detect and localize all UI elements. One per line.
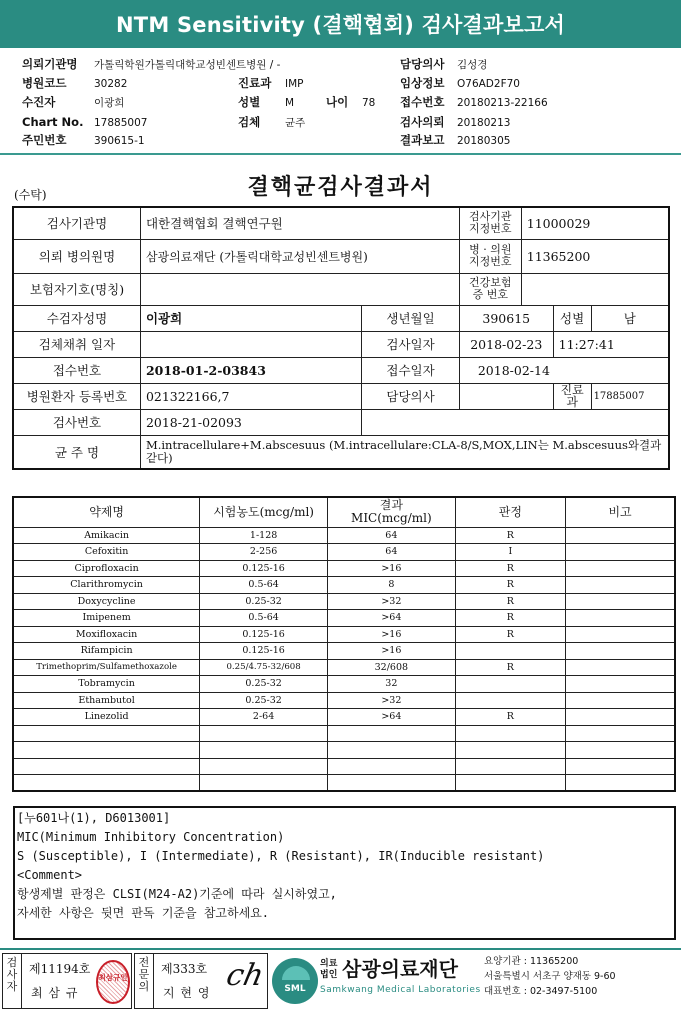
test-org-no-value: 11000029 — [521, 207, 669, 239]
test-org-no-label: 검사기관 지정번호 — [459, 207, 521, 239]
accept-date-label: 접수일자 — [362, 357, 460, 383]
row-accession — [13, 357, 669, 383]
table-row — [13, 775, 675, 792]
mic-cell: >64 — [328, 610, 456, 627]
info-divider — [0, 153, 681, 155]
health-ins-value — [521, 273, 669, 305]
table-row — [13, 626, 675, 643]
interp-cell: I — [455, 544, 565, 561]
drug-cell — [13, 742, 200, 759]
interp-cell: R — [455, 577, 565, 594]
remark-cell — [566, 544, 675, 561]
remark-cell — [566, 742, 675, 759]
gender-label: 성별 — [553, 305, 591, 331]
patient-value: 이광희 — [94, 97, 125, 109]
test-date-label: 검사일자 — [362, 331, 460, 357]
table-row — [13, 709, 675, 726]
dob-label: 생년월일 — [362, 305, 460, 331]
interp-cell — [455, 676, 565, 693]
corp-small-1: 의료 — [320, 959, 338, 969]
tester-seal-text: 최삼규인 — [98, 973, 128, 982]
interp-cell: R — [455, 593, 565, 610]
comment-line: MIC(Minimum Inhibitory Concentration) — [17, 830, 285, 844]
range-cell: 0.125-16 — [200, 626, 328, 643]
range-cell: 2-64 — [200, 709, 328, 726]
company-logo-icon — [272, 958, 318, 1004]
mic-cell: >32 — [328, 593, 456, 610]
table-row — [13, 560, 675, 577]
clinical-info-label: 임상정보 — [400, 76, 445, 90]
corp-name-en: Samkwang Medical Laboratories — [320, 985, 481, 995]
organism-value: M.intracellulare+M.abscesuus (M.intracellulare:CLA-8/S,MOX,LIN는 M.abscesuus와결과같다) — [140, 435, 669, 469]
patient-label: 수진자 — [22, 95, 56, 109]
remark-cell — [566, 610, 675, 627]
report-date-label: 결과보고 — [400, 133, 445, 147]
comment-line: S (Susceptible), I (Intermediate), R (Resistant), IR(Inducible resistant) — [17, 849, 545, 863]
mic-cell: 64 — [328, 527, 456, 544]
interp-cell — [455, 725, 565, 742]
report-dept-value: 17885007 — [591, 383, 669, 409]
range-cell — [200, 775, 328, 792]
drug-cell: Linezolid — [13, 709, 200, 726]
remark-cell — [566, 709, 675, 726]
table-row — [13, 593, 675, 610]
interp-cell — [455, 742, 565, 759]
hospital-label: 의뢰기관명 — [22, 57, 78, 71]
drug-cell: Rifampicin — [13, 643, 200, 660]
name-value: 이광희 — [140, 305, 361, 331]
dept-label: 진료과 — [238, 76, 272, 90]
remark-cell — [566, 725, 675, 742]
row-test-no — [13, 409, 669, 435]
range-cell — [200, 742, 328, 759]
interp-cell: R — [455, 560, 565, 577]
sex-value: M — [285, 97, 295, 109]
insured-value — [140, 273, 459, 305]
table-row — [13, 676, 675, 693]
doctor-label: 담당의사 — [400, 57, 445, 71]
col-mic — [328, 497, 456, 527]
approver-signature: ch — [223, 958, 267, 993]
req-org-no-label: 병 · 의원 지정번호 — [459, 239, 521, 273]
drug-cell: Clarithromycin — [13, 577, 200, 594]
remark-cell — [566, 692, 675, 709]
organism-label: 균 주 명 — [13, 435, 140, 469]
table-row — [13, 758, 675, 775]
request-date-value: 20180213 — [457, 117, 511, 129]
mic-cell: 32 — [328, 676, 456, 693]
remark-cell — [566, 626, 675, 643]
gender-value: 남 — [591, 305, 669, 331]
footer-divider — [0, 948, 681, 950]
approver-label: 전문의 — [138, 956, 150, 993]
drug-cell — [13, 725, 200, 742]
range-cell: 0.25/4.75-32/608 — [200, 659, 328, 676]
susceptibility-header-row — [13, 497, 675, 527]
mic-cell — [328, 742, 456, 759]
drug-cell — [13, 758, 200, 775]
drug-cell: Ethambutol — [13, 692, 200, 709]
drug-cell: Tobramycin — [13, 676, 200, 693]
tester-box — [2, 953, 132, 1009]
col-remark: 비고 — [566, 497, 675, 527]
hosp-reg-value: 021322166,7 — [140, 383, 361, 409]
row-organism — [13, 435, 669, 469]
mic-cell: >16 — [328, 560, 456, 577]
col-drug: 약제명 — [13, 497, 200, 527]
approver-name: 지 현 영 — [163, 986, 211, 1000]
insured-label: 보험자기호(명칭) — [13, 273, 140, 305]
req-org-label: 의뢰 병의원명 — [13, 239, 140, 273]
interp-cell — [455, 758, 565, 775]
chart-no-value: 17885007 — [94, 117, 148, 129]
contact-line-3: 대표번호 : 02-3497-5100 — [484, 986, 598, 997]
susceptibility-body — [13, 527, 675, 791]
comment-line: 자세한 사항은 뒷면 판독 기준을 참고하세요. — [17, 906, 270, 920]
receipt-no-value: 20180213-22166 — [457, 97, 548, 109]
comment-line: [누601나(1), D6013001] — [17, 811, 171, 825]
drug-cell: Cefoxitin — [13, 544, 200, 561]
range-cell: 0.125-16 — [200, 560, 328, 577]
comment-box — [13, 806, 676, 940]
report-title: 결핵균검사결과서 — [247, 174, 434, 200]
mic-cell: 64 — [328, 544, 456, 561]
age-value: 78 — [362, 97, 376, 109]
specimen-label: 검체 — [238, 115, 261, 129]
accession-value: 2018-01-2-03843 — [140, 357, 361, 383]
range-cell: 0.125-16 — [200, 643, 328, 660]
rrn-label: 주민번호 — [22, 133, 67, 147]
consigned-label: (수탁) — [14, 188, 47, 202]
mic-cell: 32/608 — [328, 659, 456, 676]
collect-date-value — [140, 331, 361, 357]
table-row — [13, 527, 675, 544]
range-cell: 0.25-32 — [200, 593, 328, 610]
doctor-value: 김성경 — [457, 59, 488, 71]
accept-date-value: 2018-02-14 — [459, 357, 669, 383]
mic-cell — [328, 725, 456, 742]
chart-no-label: Chart No. — [22, 115, 84, 129]
tester-seal-icon — [96, 960, 130, 1004]
interp-cell — [455, 692, 565, 709]
test-no-empty — [362, 409, 669, 435]
dob-value: 390615 — [459, 305, 553, 331]
remark-cell — [566, 676, 675, 693]
company-logo-badge: SML — [284, 984, 306, 994]
table-row — [13, 742, 675, 759]
row-collect — [13, 331, 669, 357]
clinical-info-value: O76AD2F70 — [457, 78, 520, 90]
row-test-org — [13, 207, 669, 239]
remark-cell — [566, 758, 675, 775]
dept-value: IMP — [285, 78, 304, 90]
tester-name: 최 삼 규 — [31, 986, 79, 1000]
name-label: 수검자성명 — [13, 305, 140, 331]
comment-line: <Comment> — [17, 868, 83, 882]
report-info-table — [12, 206, 670, 470]
req-org-value: 삼광의료재단 (가톨릭대학교성빈센트병원) — [140, 239, 459, 273]
col-mic-top: 결과 — [379, 498, 403, 513]
receipt-no-label: 접수번호 — [400, 95, 445, 109]
row-req-org — [13, 239, 669, 273]
remark-cell — [566, 577, 675, 594]
report-date-value: 20180305 — [457, 135, 511, 147]
drug-cell: Trimethoprim/Sulfamethoxazole — [13, 659, 200, 676]
interp-cell: R — [455, 610, 565, 627]
attending-label: 담당의사 — [362, 383, 460, 409]
table-row — [13, 659, 675, 676]
report-dept-label: 진료과 — [553, 383, 591, 409]
remark-cell — [566, 659, 675, 676]
req-org-no-value: 11365200 — [521, 239, 669, 273]
corp-name: 삼광의료재단 — [342, 957, 458, 981]
interp-cell — [455, 643, 565, 660]
report-header-title: NTM Sensitivity (결핵협회) 검사결과보고서 — [0, 0, 681, 48]
health-ins-label: 건강보험 증 번호 — [459, 273, 521, 305]
accession-label: 접수번호 — [13, 357, 140, 383]
hospital-value: 가톨릭학원가톨릭대학교성빈센트병원 / - — [94, 59, 281, 71]
drug-cell — [13, 775, 200, 792]
drug-cell: Moxifloxacin — [13, 626, 200, 643]
approver-box — [134, 953, 268, 1009]
mic-cell: >64 — [328, 709, 456, 726]
interp-cell: R — [455, 626, 565, 643]
row-name — [13, 305, 669, 331]
table-row — [13, 643, 675, 660]
row-hosp-reg — [13, 383, 669, 409]
comment-line: 항생제별 판정은 CLSI(M24-A2)기준에 따라 실시하였고, — [17, 887, 337, 901]
interp-cell: R — [455, 709, 565, 726]
table-row — [13, 610, 675, 627]
range-cell: 0.25-32 — [200, 692, 328, 709]
specimen-value: 균주 — [285, 117, 306, 129]
collect-date-label: 검체채취 일자 — [13, 331, 140, 357]
remark-cell — [566, 527, 675, 544]
hospital-code-label: 병원코드 — [22, 76, 67, 90]
sex-label: 성별 — [238, 95, 261, 109]
tester-license: 제11194호 — [29, 962, 91, 976]
interp-cell — [455, 775, 565, 792]
col-range: 시험농도(mcg/ml) — [200, 497, 328, 527]
col-interp: 판정 — [455, 497, 565, 527]
susceptibility-table — [12, 496, 676, 792]
mic-cell — [328, 758, 456, 775]
range-cell: 2-256 — [200, 544, 328, 561]
age-label: 나이 — [326, 95, 349, 109]
range-cell: 1-128 — [200, 527, 328, 544]
attending-value — [459, 383, 553, 409]
test-org-value: 대한결핵협회 결핵연구원 — [140, 207, 459, 239]
test-org-label: 검사기관명 — [13, 207, 140, 239]
table-row — [13, 544, 675, 561]
test-time-value: 11:27:41 — [553, 331, 669, 357]
range-cell: 0.25-32 — [200, 676, 328, 693]
remark-cell — [566, 593, 675, 610]
rrn-value: 390615-1 — [94, 135, 145, 147]
mic-cell: >32 — [328, 692, 456, 709]
remark-cell — [566, 560, 675, 577]
contact-line-1: 요양기관 : 11365200 — [484, 956, 579, 967]
test-no-label: 검사번호 — [13, 409, 140, 435]
request-date-label: 검사의뢰 — [400, 115, 445, 129]
interp-cell: R — [455, 527, 565, 544]
drug-cell: Doxycycline — [13, 593, 200, 610]
drug-cell: Imipenem — [13, 610, 200, 627]
corp-small-2: 법인 — [320, 970, 338, 980]
drug-cell: Ciprofloxacin — [13, 560, 200, 577]
table-row — [13, 577, 675, 594]
range-cell: 0.5-64 — [200, 577, 328, 594]
range-cell — [200, 758, 328, 775]
approver-license: 제333호 — [161, 962, 208, 976]
row-insured — [13, 273, 669, 305]
table-row — [13, 692, 675, 709]
remark-cell — [566, 643, 675, 660]
table-row — [13, 725, 675, 742]
mic-cell: >16 — [328, 643, 456, 660]
contact-line-2: 서울특별시 서초구 양재동 9-60 — [484, 971, 616, 982]
hosp-reg-label: 병원환자 등록번호 — [13, 383, 140, 409]
mic-cell: >16 — [328, 626, 456, 643]
drug-cell: Amikacin — [13, 527, 200, 544]
mic-cell — [328, 775, 456, 792]
test-no-value: 2018-21-02093 — [140, 409, 361, 435]
remark-cell — [566, 775, 675, 792]
range-cell — [200, 725, 328, 742]
tester-label: 검사자 — [6, 956, 18, 993]
range-cell: 0.5-64 — [200, 610, 328, 627]
test-date-value: 2018-02-23 — [459, 331, 553, 357]
hospital-code-value: 30282 — [94, 78, 128, 90]
interp-cell: R — [455, 659, 565, 676]
mic-cell: 8 — [328, 577, 456, 594]
col-mic-bottom: MIC(mcg/ml) — [351, 511, 432, 526]
